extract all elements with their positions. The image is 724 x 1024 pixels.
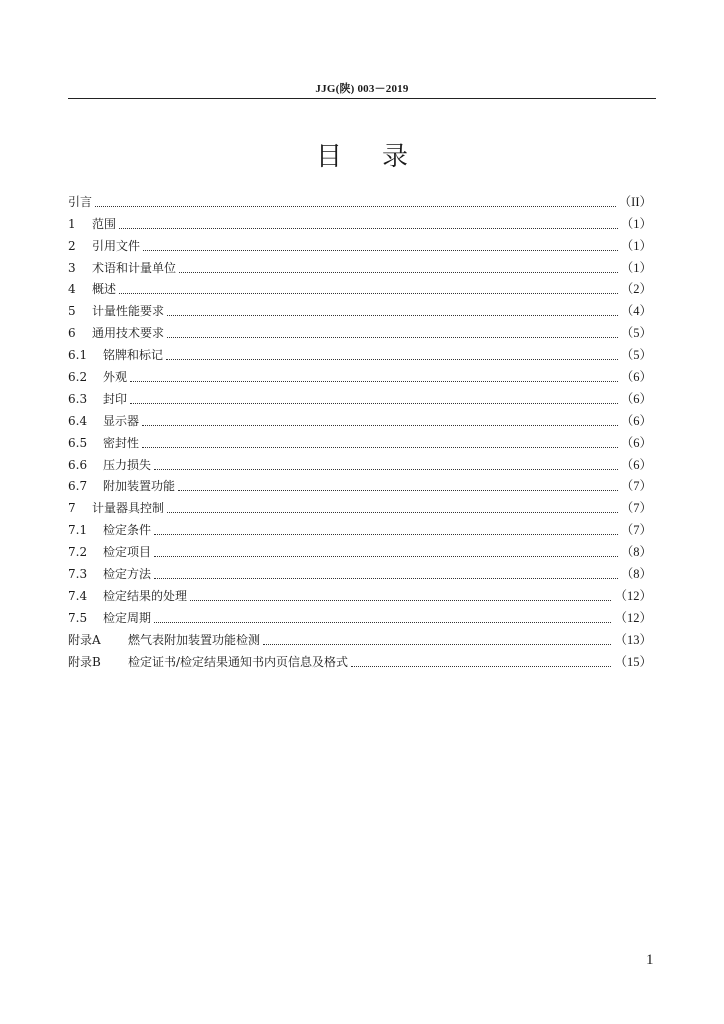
dot-leader bbox=[130, 381, 618, 382]
toc-entry[interactable] bbox=[68, 429, 652, 451]
toc-entry-label: 检定结果的处理 bbox=[103, 588, 188, 603]
dot-leader bbox=[166, 359, 618, 360]
toc-entry-label: 外观 bbox=[103, 370, 128, 385]
toc-entry-label: 引言 bbox=[68, 194, 93, 209]
table-of-contents bbox=[68, 188, 652, 670]
toc-entry[interactable] bbox=[68, 363, 652, 385]
toc-entry-page: （1） bbox=[620, 260, 652, 275]
toc-entry-page: （12） bbox=[614, 610, 652, 625]
toc-entry-page: （6） bbox=[620, 370, 652, 385]
toc-entry-page: （8） bbox=[620, 545, 652, 560]
toc-entry[interactable] bbox=[68, 385, 652, 407]
dot-leader bbox=[351, 666, 611, 667]
toc-entry[interactable] bbox=[68, 254, 652, 276]
toc-entry-page: （II） bbox=[618, 194, 652, 209]
toc-entry-number: 7.5 bbox=[68, 610, 88, 625]
toc-entry-number: 6.6 bbox=[68, 457, 88, 472]
toc-entry-page: （6） bbox=[620, 457, 652, 472]
dot-leader bbox=[95, 206, 616, 207]
toc-entry-number: 3 bbox=[68, 260, 76, 275]
toc-entry-label: 检定条件 bbox=[103, 523, 152, 538]
toc-entry-number: 6.4 bbox=[68, 413, 88, 428]
document-code-header: JJG(陕) 003－2019 bbox=[315, 83, 409, 95]
toc-entry-page: （7） bbox=[620, 523, 652, 538]
toc-entry-page: （1） bbox=[620, 216, 652, 231]
toc-entry-number: 6.7 bbox=[68, 479, 88, 494]
page-number: 1 bbox=[646, 952, 654, 968]
dot-leader bbox=[167, 315, 618, 316]
toc-entry-page: （6） bbox=[620, 435, 652, 450]
toc-entry-number: 2 bbox=[68, 238, 76, 253]
toc-entry[interactable] bbox=[68, 473, 652, 495]
toc-entry-number: 7.3 bbox=[68, 567, 88, 582]
toc-entry-number: 7.2 bbox=[68, 545, 88, 560]
toc-entry-page: （5） bbox=[620, 326, 652, 341]
toc-entry-label: 检定周期 bbox=[103, 610, 152, 625]
dot-leader bbox=[154, 578, 618, 579]
toc-entry-number: 7 bbox=[68, 501, 76, 516]
toc-entry-number: 6.2 bbox=[68, 370, 88, 385]
dot-leader bbox=[130, 403, 618, 404]
toc-entry[interactable] bbox=[68, 582, 652, 604]
toc-entry-page: （7） bbox=[620, 479, 652, 494]
toc-entry[interactable] bbox=[68, 560, 652, 582]
toc-entry-number: 5 bbox=[68, 304, 76, 319]
toc-entry[interactable] bbox=[68, 297, 652, 319]
toc-entry-page: （4） bbox=[620, 304, 652, 319]
toc-entry-page: （8） bbox=[620, 567, 652, 582]
toc-entry[interactable] bbox=[68, 210, 652, 232]
toc-entry-number: 6.3 bbox=[68, 391, 88, 406]
toc-entry[interactable] bbox=[68, 494, 652, 516]
toc-entry[interactable] bbox=[68, 451, 652, 473]
toc-entry-number: 1 bbox=[68, 216, 76, 231]
toc-entry-page: （13） bbox=[614, 632, 652, 647]
dot-leader bbox=[263, 644, 611, 645]
dot-leader bbox=[154, 556, 618, 557]
toc-entry[interactable] bbox=[68, 319, 652, 341]
toc-entry-label: 封印 bbox=[103, 391, 128, 406]
toc-entry-number: 附录A bbox=[68, 632, 101, 647]
toc-entry-page: （7） bbox=[620, 501, 652, 516]
toc-entry-label: 计量性能要求 bbox=[92, 304, 165, 319]
toc-entry-page: （2） bbox=[620, 282, 652, 297]
dot-leader bbox=[167, 512, 618, 513]
toc-entry-number: 6.1 bbox=[68, 348, 88, 363]
toc-entry[interactable] bbox=[68, 341, 652, 363]
toc-entry-label: 燃气表附加装置功能检测 bbox=[128, 632, 261, 647]
dot-leader bbox=[119, 293, 618, 294]
dot-leader bbox=[154, 469, 618, 470]
header-divider bbox=[68, 98, 656, 99]
dot-leader bbox=[142, 425, 618, 426]
dot-leader bbox=[178, 490, 618, 491]
toc-entry-label: 范围 bbox=[92, 216, 117, 231]
dot-leader bbox=[167, 337, 618, 338]
dot-leader bbox=[143, 250, 618, 251]
toc-entry-label: 检定项目 bbox=[103, 545, 152, 560]
toc-entry-label: 密封性 bbox=[103, 435, 140, 450]
toc-entry-number: 7.4 bbox=[68, 588, 88, 603]
toc-entry[interactable] bbox=[68, 626, 652, 648]
dot-leader bbox=[154, 534, 618, 535]
toc-entry-label: 铭牌和标记 bbox=[103, 348, 164, 363]
toc-entry-page: （6） bbox=[620, 413, 652, 428]
dot-leader bbox=[190, 600, 611, 601]
toc-entry-page: （1） bbox=[620, 238, 652, 253]
toc-entry-label: 附加装置功能 bbox=[103, 479, 176, 494]
dot-leader bbox=[119, 228, 618, 229]
toc-entry-label: 术语和计量单位 bbox=[92, 260, 177, 275]
toc-entry-label: 引用文件 bbox=[92, 238, 141, 253]
toc-entry[interactable] bbox=[68, 407, 652, 429]
toc-entry[interactable] bbox=[68, 276, 652, 298]
toc-entry-label: 压力损失 bbox=[103, 457, 152, 472]
dot-leader bbox=[154, 622, 611, 623]
toc-entry-number: 6 bbox=[68, 326, 76, 341]
toc-entry-page: （15） bbox=[614, 654, 652, 669]
toc-entry[interactable] bbox=[68, 232, 652, 254]
toc-entry-label: 显示器 bbox=[103, 413, 140, 428]
toc-entry-label: 计量器具控制 bbox=[92, 501, 165, 516]
toc-entry[interactable] bbox=[68, 188, 652, 210]
toc-title: 目录 bbox=[315, 142, 448, 172]
toc-entry[interactable] bbox=[68, 604, 652, 626]
toc-entry[interactable] bbox=[68, 516, 652, 538]
toc-entry-number: 7.1 bbox=[68, 523, 88, 538]
toc-entry-label: 概述 bbox=[92, 282, 117, 297]
toc-entry-page: （5） bbox=[620, 348, 652, 363]
toc-entry[interactable] bbox=[68, 648, 652, 670]
dot-leader bbox=[179, 272, 618, 273]
toc-entry-page: （12） bbox=[614, 588, 652, 603]
toc-entry-number: 4 bbox=[68, 282, 76, 297]
toc-entry-label: 通用技术要求 bbox=[92, 326, 165, 341]
toc-entry[interactable] bbox=[68, 538, 652, 560]
dot-leader bbox=[142, 447, 618, 448]
toc-entry-page: （6） bbox=[620, 391, 652, 406]
toc-entry-label: 检定证书/检定结果通知书内页信息及格式 bbox=[128, 654, 349, 669]
toc-entry-number: 6.5 bbox=[68, 435, 88, 450]
toc-entry-label: 检定方法 bbox=[103, 567, 152, 582]
toc-entry-number: 附录B bbox=[68, 654, 101, 669]
